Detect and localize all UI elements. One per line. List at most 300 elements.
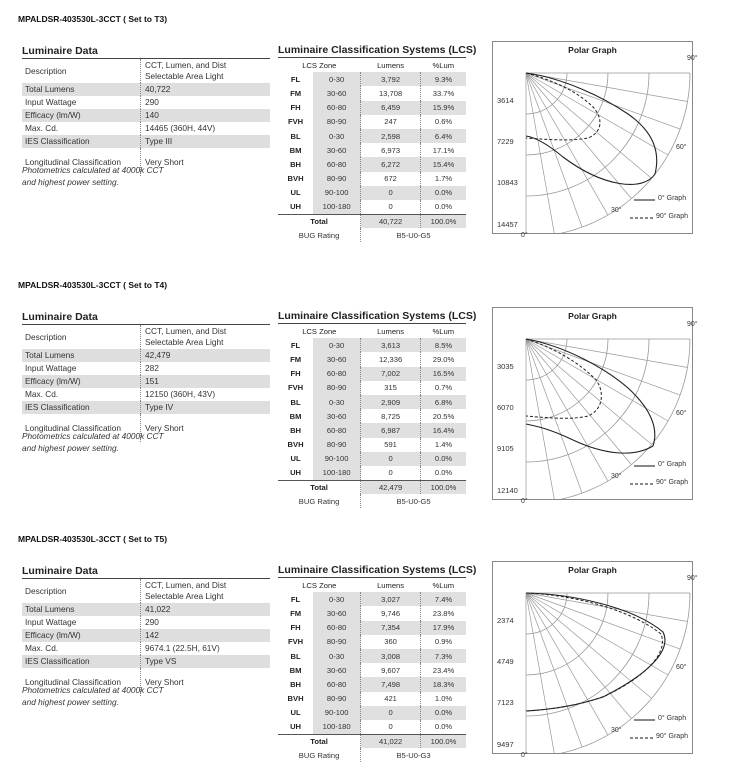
description-value	[140, 59, 270, 83]
lcs-lumens-cell: 3,613	[361, 338, 421, 352]
angle-label-30: 30°	[611, 207, 622, 214]
lcs-lumens-cell: 6,459	[361, 101, 421, 115]
polar-ring-4	[526, 73, 690, 233]
max-cd-label: Max. Cd.	[25, 389, 59, 399]
lcs-pct-cell: 1.7%	[421, 172, 466, 186]
total-lumens-value: 40,722	[140, 83, 270, 96]
lcs-pct-cell: 6.4%	[421, 129, 466, 143]
lcs-range-cell: 90-100	[313, 452, 361, 466]
lcs-zone-cell: BL	[290, 397, 301, 407]
lcs-row-fm	[278, 606, 466, 620]
efficacy-row	[22, 375, 270, 388]
luminaire-data-table	[22, 44, 270, 176]
ring-label-4: 12140	[497, 486, 518, 495]
lcs-lumens-cell: 360	[361, 635, 421, 649]
lcs-total-pct: 100.0%	[421, 734, 466, 748]
lcs-pct-cell: 1.0%	[421, 692, 466, 706]
lcs-lumens-cell: 13,708	[361, 86, 421, 100]
ring-label-3: 9105	[497, 444, 514, 453]
efficacy-row	[22, 629, 270, 642]
lcs-row-ul	[278, 186, 466, 200]
description-label: Description	[25, 65, 67, 76]
lcs-lumens-cell: 6,987	[361, 423, 421, 437]
lcs-lumens-cell: 7,002	[361, 367, 421, 381]
lcs-zone-cell: FL	[290, 594, 301, 604]
lcs-pct-cell: 18.3%	[421, 677, 466, 691]
polar-graph	[492, 307, 698, 505]
angle-label-0: 0°	[521, 752, 528, 759]
lcs-lumens-cell: 0	[361, 466, 421, 480]
lcs-pct-cell: 1.4%	[421, 438, 466, 452]
longitudinal-classification-label: Longitudinal Classification	[25, 422, 121, 433]
lcs-range-cell: 60-80	[313, 157, 361, 171]
pct-lum-header: %Lum	[432, 326, 455, 336]
ring-label-1: 3614	[497, 96, 514, 105]
lcs-zone-cell: BH	[290, 159, 302, 169]
lcs-range-cell: 30-60	[313, 606, 361, 620]
bug-rating-row	[278, 228, 466, 242]
lcs-range-cell: 80-90	[313, 635, 361, 649]
lcs-lumens-cell: 3,008	[361, 649, 421, 663]
legend-90-label: 90° Graph	[656, 479, 688, 486]
lcs-pct-cell: 16.5%	[421, 367, 466, 381]
total-lumens-label: Total Lumens	[22, 349, 140, 362]
efficacy-label: Efficacy (lm/W)	[22, 629, 140, 642]
total-lumens-row	[22, 603, 270, 616]
lcs-row-fvh	[278, 115, 466, 129]
lcs-pct-cell: 0.0%	[421, 720, 466, 734]
lcs-zone-cell: BM	[289, 145, 302, 155]
lcs-row-bvh	[278, 692, 466, 706]
lcs-lumens-cell: 9,607	[361, 663, 421, 677]
lcs-row-ul	[278, 452, 466, 466]
efficacy-value: 142	[140, 629, 270, 642]
lcs-row-bvh	[278, 438, 466, 452]
longitudinal-classification-value: Very Short	[140, 668, 270, 696]
bug-rating-value: B5-U0-G5	[361, 494, 466, 508]
description-value-line-2: Selectable Area Light	[145, 71, 224, 81]
input-wattage-value: 290	[140, 96, 270, 109]
lcs-lumens-cell: 0	[361, 720, 421, 734]
lcs-pct-cell: 7.3%	[421, 649, 466, 663]
polar-graph-title: Polar Graph	[568, 45, 617, 55]
lcs-range-cell: 0-30	[313, 129, 361, 143]
lcs-zone-cell: FM	[290, 88, 302, 98]
bug-rating-row	[278, 494, 466, 508]
lcs-range-cell: 0-30	[313, 72, 361, 86]
lcs-row-bl	[278, 649, 466, 663]
lcs-table	[278, 44, 477, 242]
lcs-range-cell: 60-80	[313, 677, 361, 691]
lcs-row-bm	[278, 409, 466, 423]
ies-classification-row	[22, 401, 270, 414]
note-line-2: and highest power setting.	[22, 177, 119, 187]
lcs-pct-cell: 0.0%	[421, 452, 466, 466]
polar-graph	[492, 41, 698, 239]
lcs-pct-cell: 7.4%	[421, 592, 466, 606]
angle-label-90: 90°	[687, 321, 698, 328]
lcs-row-fvh	[278, 381, 466, 395]
lcs-lumens-cell: 12,336	[361, 352, 421, 366]
lcs-range-cell: 30-60	[313, 352, 361, 366]
bug-rating-label: BUG Rating	[298, 496, 340, 506]
lcs-lumens-cell: 672	[361, 172, 421, 186]
lcs-total-row	[278, 734, 466, 748]
efficacy-value: 140	[140, 109, 270, 122]
total-lumens-row	[22, 83, 270, 96]
input-wattage-row	[22, 362, 270, 375]
polar-legend-lines	[630, 200, 655, 218]
max-cd-row	[22, 642, 270, 655]
lumens-header: Lumens	[377, 326, 405, 336]
polar-graph-title: Polar Graph	[568, 565, 617, 575]
luminaire-data-heading: Luminaire Data	[22, 44, 270, 59]
lcs-pct-cell: 0.6%	[421, 115, 466, 129]
ies-classification-value: Type III	[140, 135, 270, 148]
section-title: MPALDSR-403530L-3CCT ( Set to T5)	[18, 534, 168, 544]
ies-classification-label: IES Classification	[22, 401, 140, 414]
lcs-zone-cell: FVH	[287, 117, 304, 127]
efficacy-label: Efficacy (lm/W)	[22, 109, 140, 122]
lcs-pct-cell: 0.0%	[421, 200, 466, 214]
photometric-section	[0, 266, 741, 526]
lcs-zone-header: LCS Zone	[302, 60, 337, 70]
lumens-header: Lumens	[377, 580, 405, 590]
max-cd-row	[22, 388, 270, 401]
lcs-zone-cell: BH	[290, 679, 302, 689]
angle-label-60: 60°	[676, 410, 687, 417]
lcs-total-lumens: 41,022	[361, 734, 421, 748]
lcs-total-lumens: 40,722	[361, 214, 421, 228]
photometric-section	[0, 0, 741, 260]
pct-lum-header: %Lum	[432, 60, 455, 70]
longitudinal-classification-label: Longitudinal Classification	[25, 676, 121, 687]
lcs-row-fh	[278, 101, 466, 115]
lcs-zone-cell: FL	[290, 340, 301, 350]
longitudinal-classification-label: Longitudinal Classification	[25, 156, 121, 167]
max-cd-value: 14465 (360H, 44V)	[140, 122, 270, 135]
lcs-row-bvh	[278, 172, 466, 186]
lcs-heading: Luminaire Classification Systems (LCS)	[278, 44, 477, 56]
longitudinal-classification-value: Very Short	[140, 414, 270, 442]
lcs-lumens-cell: 3,792	[361, 72, 421, 86]
lcs-lumens-cell: 0	[361, 186, 421, 200]
lcs-range-cell: 60-80	[313, 423, 361, 437]
lcs-total-label: Total	[278, 214, 361, 228]
lcs-zone-cell: BL	[290, 131, 301, 141]
lcs-range-cell: 90-100	[313, 706, 361, 720]
description-value-line-1: CCT, Lumen, and Dist	[145, 580, 227, 590]
lcs-row-bm	[278, 663, 466, 677]
lcs-pct-cell: 15.9%	[421, 101, 466, 115]
lcs-zone-cell: UH	[290, 468, 302, 478]
lcs-row-uh	[278, 720, 466, 734]
lcs-row-fl	[278, 592, 466, 606]
legend-90-label: 90° Graph	[656, 733, 688, 740]
lcs-row-bh	[278, 423, 466, 437]
lcs-total-pct: 100.0%	[421, 214, 466, 228]
lcs-range-cell: 80-90	[313, 172, 361, 186]
lcs-pct-cell: 33.7%	[421, 86, 466, 100]
lcs-row-fl	[278, 338, 466, 352]
lcs-range-cell: 80-90	[313, 438, 361, 452]
photometrics-note	[22, 164, 164, 188]
lcs-zone-cell: FH	[290, 623, 301, 633]
max-cd-label: Max. Cd.	[25, 643, 59, 653]
polar-graph-plot	[493, 42, 692, 233]
note-line-2: and highest power setting.	[22, 443, 119, 453]
description-label: Description	[25, 331, 67, 342]
lcs-row-bl	[278, 129, 466, 143]
photometrics-note	[22, 684, 164, 708]
polar-legend-lines	[630, 720, 655, 738]
section-title: MPALDSR-403530L-3CCT ( Set to T3)	[18, 14, 168, 24]
lcs-heading: Luminaire Classification Systems (LCS)	[278, 310, 477, 322]
lcs-zone-cell: BL	[290, 651, 301, 661]
ies-classification-row	[22, 655, 270, 668]
efficacy-row	[22, 109, 270, 122]
lcs-pct-cell: 15.4%	[421, 157, 466, 171]
ring-label-2: 7229	[497, 137, 514, 146]
bug-rating-label: BUG Rating	[298, 230, 340, 240]
lcs-lumens-cell: 8,725	[361, 409, 421, 423]
ies-classification-value: Type IV	[140, 401, 270, 414]
polar-ring-4	[526, 339, 690, 499]
lcs-row-ul	[278, 706, 466, 720]
lcs-table	[278, 310, 477, 508]
lcs-lumens-cell: 421	[361, 692, 421, 706]
note-line-1: Photometrics calculated at 4000k CCT	[22, 431, 164, 441]
ring-label-3: 10843	[497, 178, 518, 187]
polar-legend-lines	[630, 466, 655, 484]
bug-rating-label: BUG Rating	[298, 750, 340, 760]
lcs-zone-cell: BVH	[287, 440, 304, 450]
lcs-zone-header: LCS Zone	[302, 580, 337, 590]
lcs-lumens-cell: 2,598	[361, 129, 421, 143]
luminaire-data-table	[22, 310, 270, 442]
lcs-zone-cell: UH	[290, 722, 302, 732]
polar-graph-plot	[493, 308, 692, 499]
ies-classification-value: Type VS	[140, 655, 270, 668]
polar-graph-title: Polar Graph	[568, 311, 617, 321]
lcs-range-cell: 0-30	[313, 592, 361, 606]
polar-grid	[526, 73, 690, 233]
ring-label-2: 6070	[497, 403, 514, 412]
angle-label-60: 60°	[676, 664, 687, 671]
description-row	[22, 325, 270, 349]
legend-90-label: 90° Graph	[656, 213, 688, 220]
total-lumens-value: 42,479	[140, 349, 270, 362]
lcs-zone-cell: UL	[290, 708, 301, 718]
ring-label-2: 4749	[497, 657, 514, 666]
luminaire-data-heading: Luminaire Data	[22, 564, 270, 579]
lcs-pct-cell: 16.4%	[421, 423, 466, 437]
total-lumens-label: Total Lumens	[22, 603, 140, 616]
polar-curve-90	[526, 593, 662, 711]
lcs-pct-cell: 9.3%	[421, 72, 466, 86]
pct-lum-header: %Lum	[432, 580, 455, 590]
lcs-lumens-cell: 0	[361, 452, 421, 466]
lcs-pct-cell: 0.0%	[421, 186, 466, 200]
lcs-row-uh	[278, 466, 466, 480]
polar-curve-0	[526, 339, 655, 453]
lcs-zone-cell: UL	[290, 188, 301, 198]
lcs-lumens-cell: 2,909	[361, 395, 421, 409]
note-line-1: Photometrics calculated at 4000k CCT	[22, 685, 164, 695]
lcs-total-row	[278, 480, 466, 494]
section-title: MPALDSR-403530L-3CCT ( Set to T4)	[18, 280, 168, 290]
description-value-line-2: Selectable Area Light	[145, 337, 224, 347]
total-lumens-label: Total Lumens	[22, 83, 140, 96]
lcs-heading: Luminaire Classification Systems (LCS)	[278, 564, 477, 576]
lcs-range-cell: 100-180	[313, 200, 361, 214]
ring-label-4: 9497	[497, 740, 514, 749]
lcs-pct-cell: 8.5%	[421, 338, 466, 352]
luminaire-data-table	[22, 564, 270, 696]
lcs-pct-cell: 0.0%	[421, 466, 466, 480]
lcs-range-cell: 30-60	[313, 663, 361, 677]
angle-label-0: 0°	[521, 232, 528, 239]
lcs-lumens-cell: 0	[361, 200, 421, 214]
bug-rating-value: B5-U0-G5	[361, 228, 466, 242]
input-wattage-row	[22, 96, 270, 109]
polar-graph	[492, 561, 698, 759]
legend-0-label: 0° Graph	[658, 461, 687, 468]
lcs-range-cell: 30-60	[313, 409, 361, 423]
lcs-pct-cell: 0.9%	[421, 635, 466, 649]
lcs-lumens-cell: 0	[361, 706, 421, 720]
lcs-row-bm	[278, 143, 466, 157]
legend-0-label: 0° Graph	[658, 715, 687, 722]
total-lumens-value: 41,022	[140, 603, 270, 616]
lcs-pct-cell: 20.5%	[421, 409, 466, 423]
efficacy-value: 151	[140, 375, 270, 388]
lcs-zone-cell: BM	[289, 411, 302, 421]
lcs-zone-cell: FM	[290, 354, 302, 364]
lcs-lumens-cell: 591	[361, 438, 421, 452]
lcs-row-bh	[278, 157, 466, 171]
ies-classification-label: IES Classification	[22, 655, 140, 668]
lcs-row-fm	[278, 86, 466, 100]
description-value	[140, 579, 270, 603]
lcs-total-row	[278, 214, 466, 228]
lcs-pct-cell: 29.0%	[421, 352, 466, 366]
lcs-range-cell: 80-90	[313, 381, 361, 395]
lcs-lumens-cell: 6,272	[361, 157, 421, 171]
input-wattage-label: Input Wattage	[25, 363, 77, 373]
input-wattage-label: Input Wattage	[25, 617, 77, 627]
longitudinal-classification-value: Very Short	[140, 148, 270, 176]
polar-grid	[526, 593, 690, 753]
lcs-row-fvh	[278, 635, 466, 649]
lcs-row-bh	[278, 677, 466, 691]
total-lumens-row	[22, 349, 270, 362]
ring-label-3: 7123	[497, 698, 514, 707]
max-cd-row	[22, 122, 270, 135]
lcs-range-cell: 0-30	[313, 649, 361, 663]
lcs-zone-cell: FL	[290, 74, 301, 84]
ies-classification-label: IES Classification	[22, 135, 140, 148]
lcs-zone-cell: FH	[290, 103, 301, 113]
lcs-zone-cell: BVH	[287, 174, 304, 184]
lcs-zone-cell: FH	[290, 369, 301, 379]
ring-label-1: 3035	[497, 362, 514, 371]
lcs-row-uh	[278, 200, 466, 214]
ring-label-4: 14457	[497, 220, 518, 229]
legend-0-label: 0° Graph	[658, 195, 687, 202]
lcs-pct-cell: 6.8%	[421, 395, 466, 409]
lcs-lumens-cell: 6,973	[361, 143, 421, 157]
max-cd-value: 9674.1 (22.5H, 61V)	[140, 642, 270, 655]
input-wattage-value: 290	[140, 616, 270, 629]
angle-label-90: 90°	[687, 575, 698, 582]
lcs-zone-header: LCS Zone	[302, 326, 337, 336]
polar-curve-90	[526, 73, 600, 140]
lcs-range-cell: 90-100	[313, 186, 361, 200]
lcs-range-cell: 60-80	[313, 367, 361, 381]
description-value-line-1: CCT, Lumen, and Dist	[145, 326, 227, 336]
description-label: Description	[25, 585, 67, 596]
lcs-total-pct: 100.0%	[421, 480, 466, 494]
description-value-line-1: CCT, Lumen, and Dist	[145, 60, 227, 70]
efficacy-label: Efficacy (lm/W)	[22, 375, 140, 388]
max-cd-label: Max. Cd.	[25, 123, 59, 133]
input-wattage-label: Input Wattage	[25, 97, 77, 107]
bug-rating-row	[278, 748, 466, 762]
lcs-lumens-cell: 7,354	[361, 621, 421, 635]
lcs-zone-cell: UH	[290, 202, 302, 212]
lcs-table	[278, 564, 477, 762]
description-value-line-2: Selectable Area Light	[145, 591, 224, 601]
lcs-pct-cell: 0.7%	[421, 381, 466, 395]
lcs-pct-cell: 17.9%	[421, 621, 466, 635]
lcs-zone-cell: BVH	[287, 694, 304, 704]
max-cd-value: 12150 (360H, 43V)	[140, 388, 270, 401]
lcs-lumens-cell: 7,498	[361, 677, 421, 691]
input-wattage-row	[22, 616, 270, 629]
lcs-row-bl	[278, 395, 466, 409]
polar-grid	[526, 339, 690, 499]
lcs-zone-cell: BM	[289, 665, 302, 675]
angle-label-30: 30°	[611, 473, 622, 480]
note-line-1: Photometrics calculated at 4000k CCT	[22, 165, 164, 175]
lcs-total-label: Total	[278, 734, 361, 748]
lcs-zone-cell: UL	[290, 454, 301, 464]
description-row	[22, 579, 270, 603]
lcs-row-fh	[278, 621, 466, 635]
lcs-pct-cell: 23.8%	[421, 606, 466, 620]
description-row	[22, 59, 270, 83]
lcs-pct-cell: 0.0%	[421, 706, 466, 720]
lcs-range-cell: 30-60	[313, 86, 361, 100]
lcs-range-cell: 0-30	[313, 338, 361, 352]
lcs-lumens-cell: 247	[361, 115, 421, 129]
lcs-row-fh	[278, 367, 466, 381]
bug-rating-value: B5-U0-G3	[361, 748, 466, 762]
ring-label-1: 2374	[497, 616, 514, 625]
lcs-total-label: Total	[278, 480, 361, 494]
photometrics-note	[22, 430, 164, 454]
polar-graph-plot	[493, 562, 692, 753]
lcs-lumens-cell: 3,027	[361, 592, 421, 606]
lcs-lumens-cell: 315	[361, 381, 421, 395]
lcs-range-cell: 60-80	[313, 621, 361, 635]
angle-label-30: 30°	[611, 727, 622, 734]
photometric-section	[0, 520, 741, 780]
note-line-2: and highest power setting.	[22, 697, 119, 707]
polar-ring-4	[526, 593, 690, 753]
lcs-zone-cell: FM	[290, 608, 302, 618]
